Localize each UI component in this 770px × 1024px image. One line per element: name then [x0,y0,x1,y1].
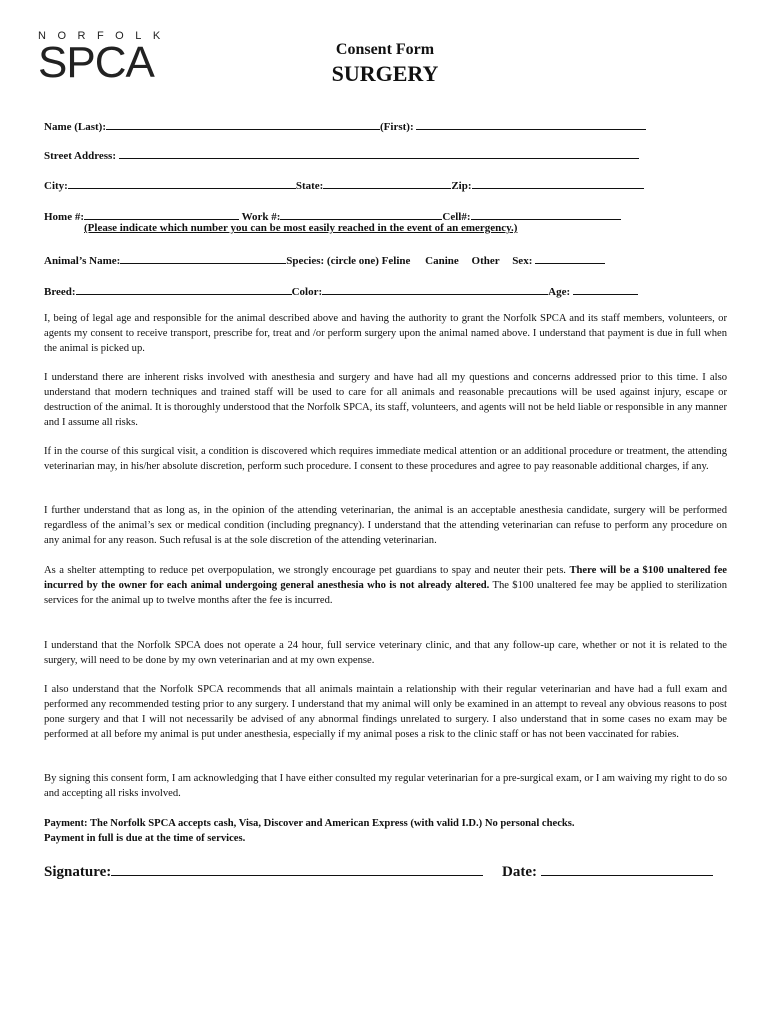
name-row [44,118,646,133]
phone-note: (Please indicate which number you can be most easily reached in the event of an emergency.) [84,222,518,234]
date-label: Date: [502,864,537,880]
signature-block [44,860,483,881]
street-address-label: Street Address: [44,150,117,162]
work-phone-field[interactable] [280,208,442,220]
logo-main-text: SPCA [38,38,154,87]
fee-detail-text: The $100 unaltered fee may be applied to sterilization services for the animal up to twelve months after the fee is incurred. [44,580,727,607]
color-field[interactable] [322,283,548,295]
signature-field[interactable] [111,860,483,876]
zip-label: Zip: [451,180,472,192]
state-field[interactable] [323,177,451,189]
species-label: Species: (circle one) Feline [286,255,411,267]
city-row [44,177,644,192]
zip-field[interactable] [472,177,644,189]
consent-paragraph-2: I understand there are inherent risks involved with anesthesia and surgery and have had all my questions and concerns addressed prior to this time. I also understand that modern techniques and trained staff will be used to care for all animals and reasonable precautions will be used against injury, escape or destruction of the animal. It is thoroughly understood that the Norfolk SPCA, its staff, volunteers, and agents will not be held liable or responsible in any manner and I assume all risks. [44,372,727,429]
first-name-field[interactable] [416,118,646,130]
consent-paragraph-5 [44,563,727,608]
breed-field[interactable] [76,283,292,295]
fee-intro-text: As a shelter attempting to reduce pet overpopulation, we strongly encourage pet guardians to spay and neuter their pets. [44,565,570,576]
consent-paragraph-4: I further understand that as long as, in the opinion of the attending veterinarian, the animal is an acceptable anesthesia candidate, surgery will be performed regardless of the animal’s sex or medical condition (including pregnancy). I understand that the attending veterinarian can refuse to perform any procedure on any animal for any reason. Such refusal is at the sole discretion of the attending veterinarian. [44,505,727,547]
work-phone-label: Work #: [241,211,281,223]
phone-row [44,208,621,223]
sex-field[interactable] [535,252,605,264]
breed-label: Breed: [44,286,76,298]
animal-name-field[interactable] [120,252,286,264]
consent-paragraph-6: I understand that the Norfolk SPCA does not operate a 24 hour, full service veterinary clinic, and that any follow-up care, whether or not it is related to the surgery, will need to be done by my own veterinarian and at my own expense. [44,640,727,667]
form-title: Consent Form [335,41,435,58]
consent-paragraph-3: If in the course of this surgical visit, a condition is discovered which requires immediate medical attention or an additional procedure or treatment, the attending veterinarian may, in his/her absolute discretion, perform such procedure. I consent to these procedures and agree to pay reasonable additional charges, if any. [44,446,727,473]
first-name-label: (First): [380,121,414,133]
fee-bold-text: There will be a $100 unaltered fee incurred by the owner for each animal undergoing general anesthesia who is not already altered. [44,565,727,592]
cell-phone-label: Cell#: [442,211,471,223]
age-field[interactable] [573,283,638,295]
street-row [44,147,639,162]
consent-paragraph-7: I also understand that the Norfolk SPCA recommends that all animals maintain a relationship with their regular veterinarian and have had a full exam and performed any recommended testing prior to any surgery. I understand that my animal will only be examined in an attempt to reveal any obvious reasons to post pone surgery and that I will not necessarily be advised of any abnormal findings unrelated to surgery. I also understand that in some cases no exam may be performed at all before my animal is put under anesthesia, especially if my animal poses a risk to the clinic staff or has not been vaccinated for rabies. [44,684,727,741]
payment-terms [44,816,727,846]
city-label: City: [44,180,68,192]
sex-label: Sex: [512,255,533,267]
home-phone-label: Home #: [44,211,85,223]
signature-label: Signature: [44,864,112,880]
date-field[interactable] [541,860,713,876]
home-phone-field[interactable] [84,208,239,220]
street-address-field[interactable] [119,147,639,159]
animal-row [44,252,605,267]
city-field[interactable] [68,177,296,189]
color-label: Color: [291,286,323,298]
consent-paragraph-1: I, being of legal age and responsible for the animal described above and having the authority to grant the Norfolk SPCA and its staff members, volunteers, or agents my consent to receive transport, prescribe for, treat and /or perform surgery upon the animal named above. I understand that payment is due in full when the animal is picked up. [44,313,727,355]
species-other-option[interactable]: Other [471,255,500,267]
breed-row [44,283,638,298]
species-canine-option[interactable]: Canine [425,255,459,267]
last-name-label: Name (Last): [44,121,107,133]
logo-top-text: NORFOLK [38,30,172,42]
animal-name-label: Animal’s Name: [44,255,121,267]
date-block [502,860,713,881]
last-name-field[interactable] [106,118,380,130]
state-label: State: [295,180,324,192]
form-subtitle: SURGERY [331,61,439,86]
payment-line-1: Payment: The Norfolk SPCA accepts cash, Visa, Discover and American Express (with valid I.D.) No personal checks. [44,818,575,829]
age-label: Age: [548,286,571,298]
payment-line-2: Payment in full is due at the time of services. [44,833,246,845]
consent-paragraph-8: By signing this consent form, I am acknowledging that I have either consulted my regular veterinarian for a pre-surgical exam, or I am waiving my right to do so and accepting all risks involved. [44,773,727,800]
cell-phone-field[interactable] [471,208,621,220]
